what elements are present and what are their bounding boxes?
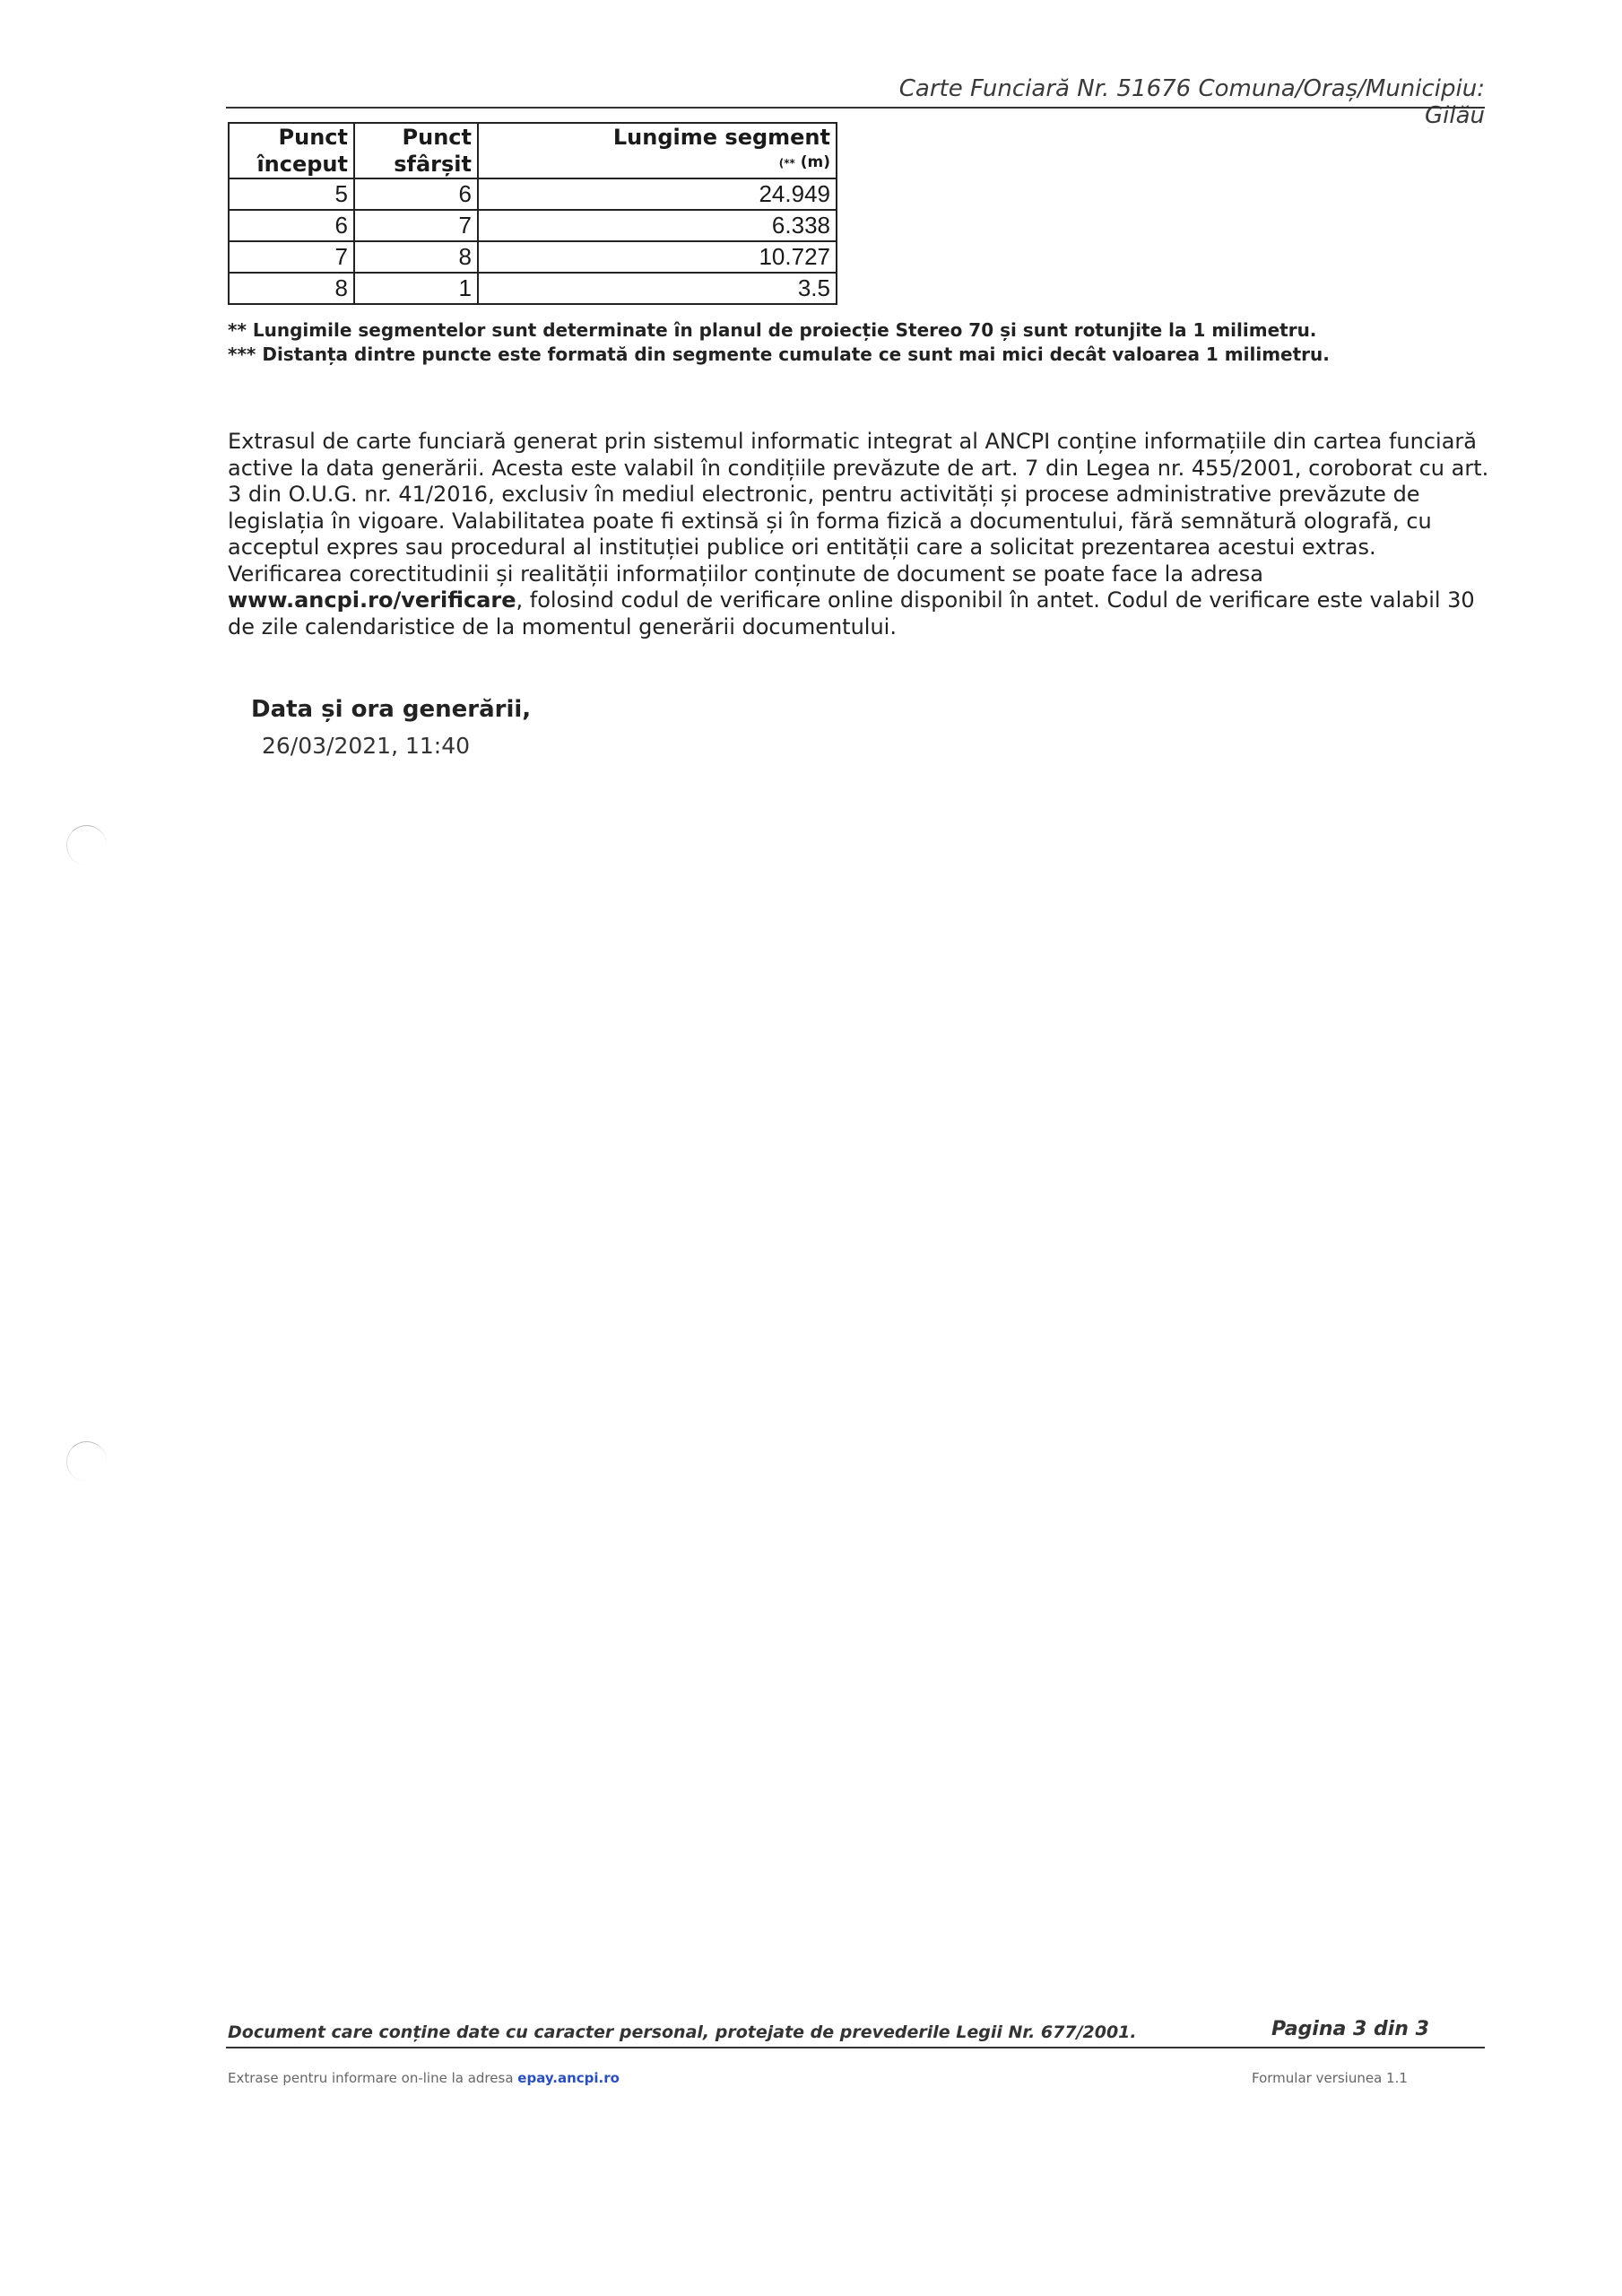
header-length-line1: Lungime segment xyxy=(612,125,830,150)
footnote-segment-length: ** Lungimile segmentelor sunt determinate în planul de proiecție Stereo 70 și sunt rotunjite la 1 milimetru. xyxy=(228,319,1317,341)
online-extract-notice xyxy=(228,2070,620,2086)
row-end: 7 xyxy=(354,210,478,241)
header-start-line1: Punct xyxy=(278,125,348,150)
row-start: 7 xyxy=(229,241,354,273)
epay-link[interactable]: epay.ancpi.ro xyxy=(517,2070,620,2086)
table-row xyxy=(229,273,837,304)
row-end: 1 xyxy=(354,273,478,304)
header-segment-length xyxy=(478,123,837,178)
header-start-point xyxy=(229,123,354,178)
row-start: 8 xyxy=(229,273,354,304)
verification-text-prefix: Verificarea corectitudinii și realității informațiilor conținute de document se poate face la adresa xyxy=(228,561,1263,587)
row-start: 6 xyxy=(229,210,354,241)
generation-date-label: Data și ora generării, xyxy=(251,696,532,723)
row-length: 6.338 xyxy=(478,210,837,241)
header-divider xyxy=(226,107,1485,109)
page-number: Pagina 3 din 3 xyxy=(1271,2018,1429,2040)
header-start-line2: început xyxy=(256,152,348,177)
punch-hole-mark xyxy=(66,1441,107,1482)
personal-data-notice: Document care conține date cu caracter personal, protejate de prevederile Legii Nr. 677/2001. xyxy=(228,2022,1137,2042)
row-length: 24.949 xyxy=(478,178,837,210)
table-row xyxy=(229,210,837,241)
validity-paragraph: Extrasul de carte funciară generat prin sistemul informatic integrat al ANCPI conține informațiile din cartea funciară active la data generării. Acesta este valabil în condițiile prevăzute de art. 7 din Legea nr. 455/2001, coroborat cu art. 3 din O.U.G. nr. 41/2016, exclusiv în mediul electronic, pentru activități și procese administrative prevăzute de legislația în vigoare. Valabilitatea poate fi extinsă și în forma fizică a documentului, fără semnătură olografă, cu acceptul expres sau procedural al instituției publice ori entității care a solicitat prezentarea acestui extras. xyxy=(228,429,1489,560)
row-length: 10.727 xyxy=(478,241,837,273)
table-header-row xyxy=(229,123,837,178)
footnote-point-distance: *** Distanța dintre puncte este formată din segmente cumulate ce sunt mai mici decât valoarea 1 milimetru. xyxy=(228,344,1330,365)
row-end: 8 xyxy=(354,241,478,273)
header-length-unit: (m) xyxy=(800,153,830,171)
form-version: Formular versiunea 1.1 xyxy=(1252,2070,1408,2086)
header-end-point xyxy=(354,123,478,178)
verification-link[interactable]: www.ancpi.ro/verificare xyxy=(228,587,516,613)
header-end-line2: sfârșit xyxy=(394,152,472,177)
online-extract-prefix: Extrase pentru informare on-line la adresa xyxy=(228,2070,518,2086)
generation-date-value: 26/03/2021, 11:40 xyxy=(262,733,471,759)
verification-paragraph xyxy=(228,561,1501,641)
row-length: 3.5 xyxy=(478,273,837,304)
table-row xyxy=(229,241,837,273)
footer-divider xyxy=(226,2047,1485,2048)
row-start: 5 xyxy=(229,178,354,210)
punch-hole-mark xyxy=(66,825,107,865)
cadastral-header-title: Carte Funciară Nr. 51676 Comuna/Oraș/Municipiu: Gilău xyxy=(898,75,1485,129)
header-end-line1: Punct xyxy=(402,125,472,150)
legal-validity-text xyxy=(228,429,1501,640)
header-length-unit-line xyxy=(484,151,830,175)
row-end: 6 xyxy=(354,178,478,210)
table-row xyxy=(229,178,837,210)
header-length-marker: (** xyxy=(778,157,795,170)
segment-lengths-table xyxy=(228,122,837,305)
verification-text-suffix: , folosind codul de verificare online disponibil în antet. Codul de verificare este valabil 30 de zile calendaristice de la momentul generării documentului. xyxy=(228,587,1475,639)
